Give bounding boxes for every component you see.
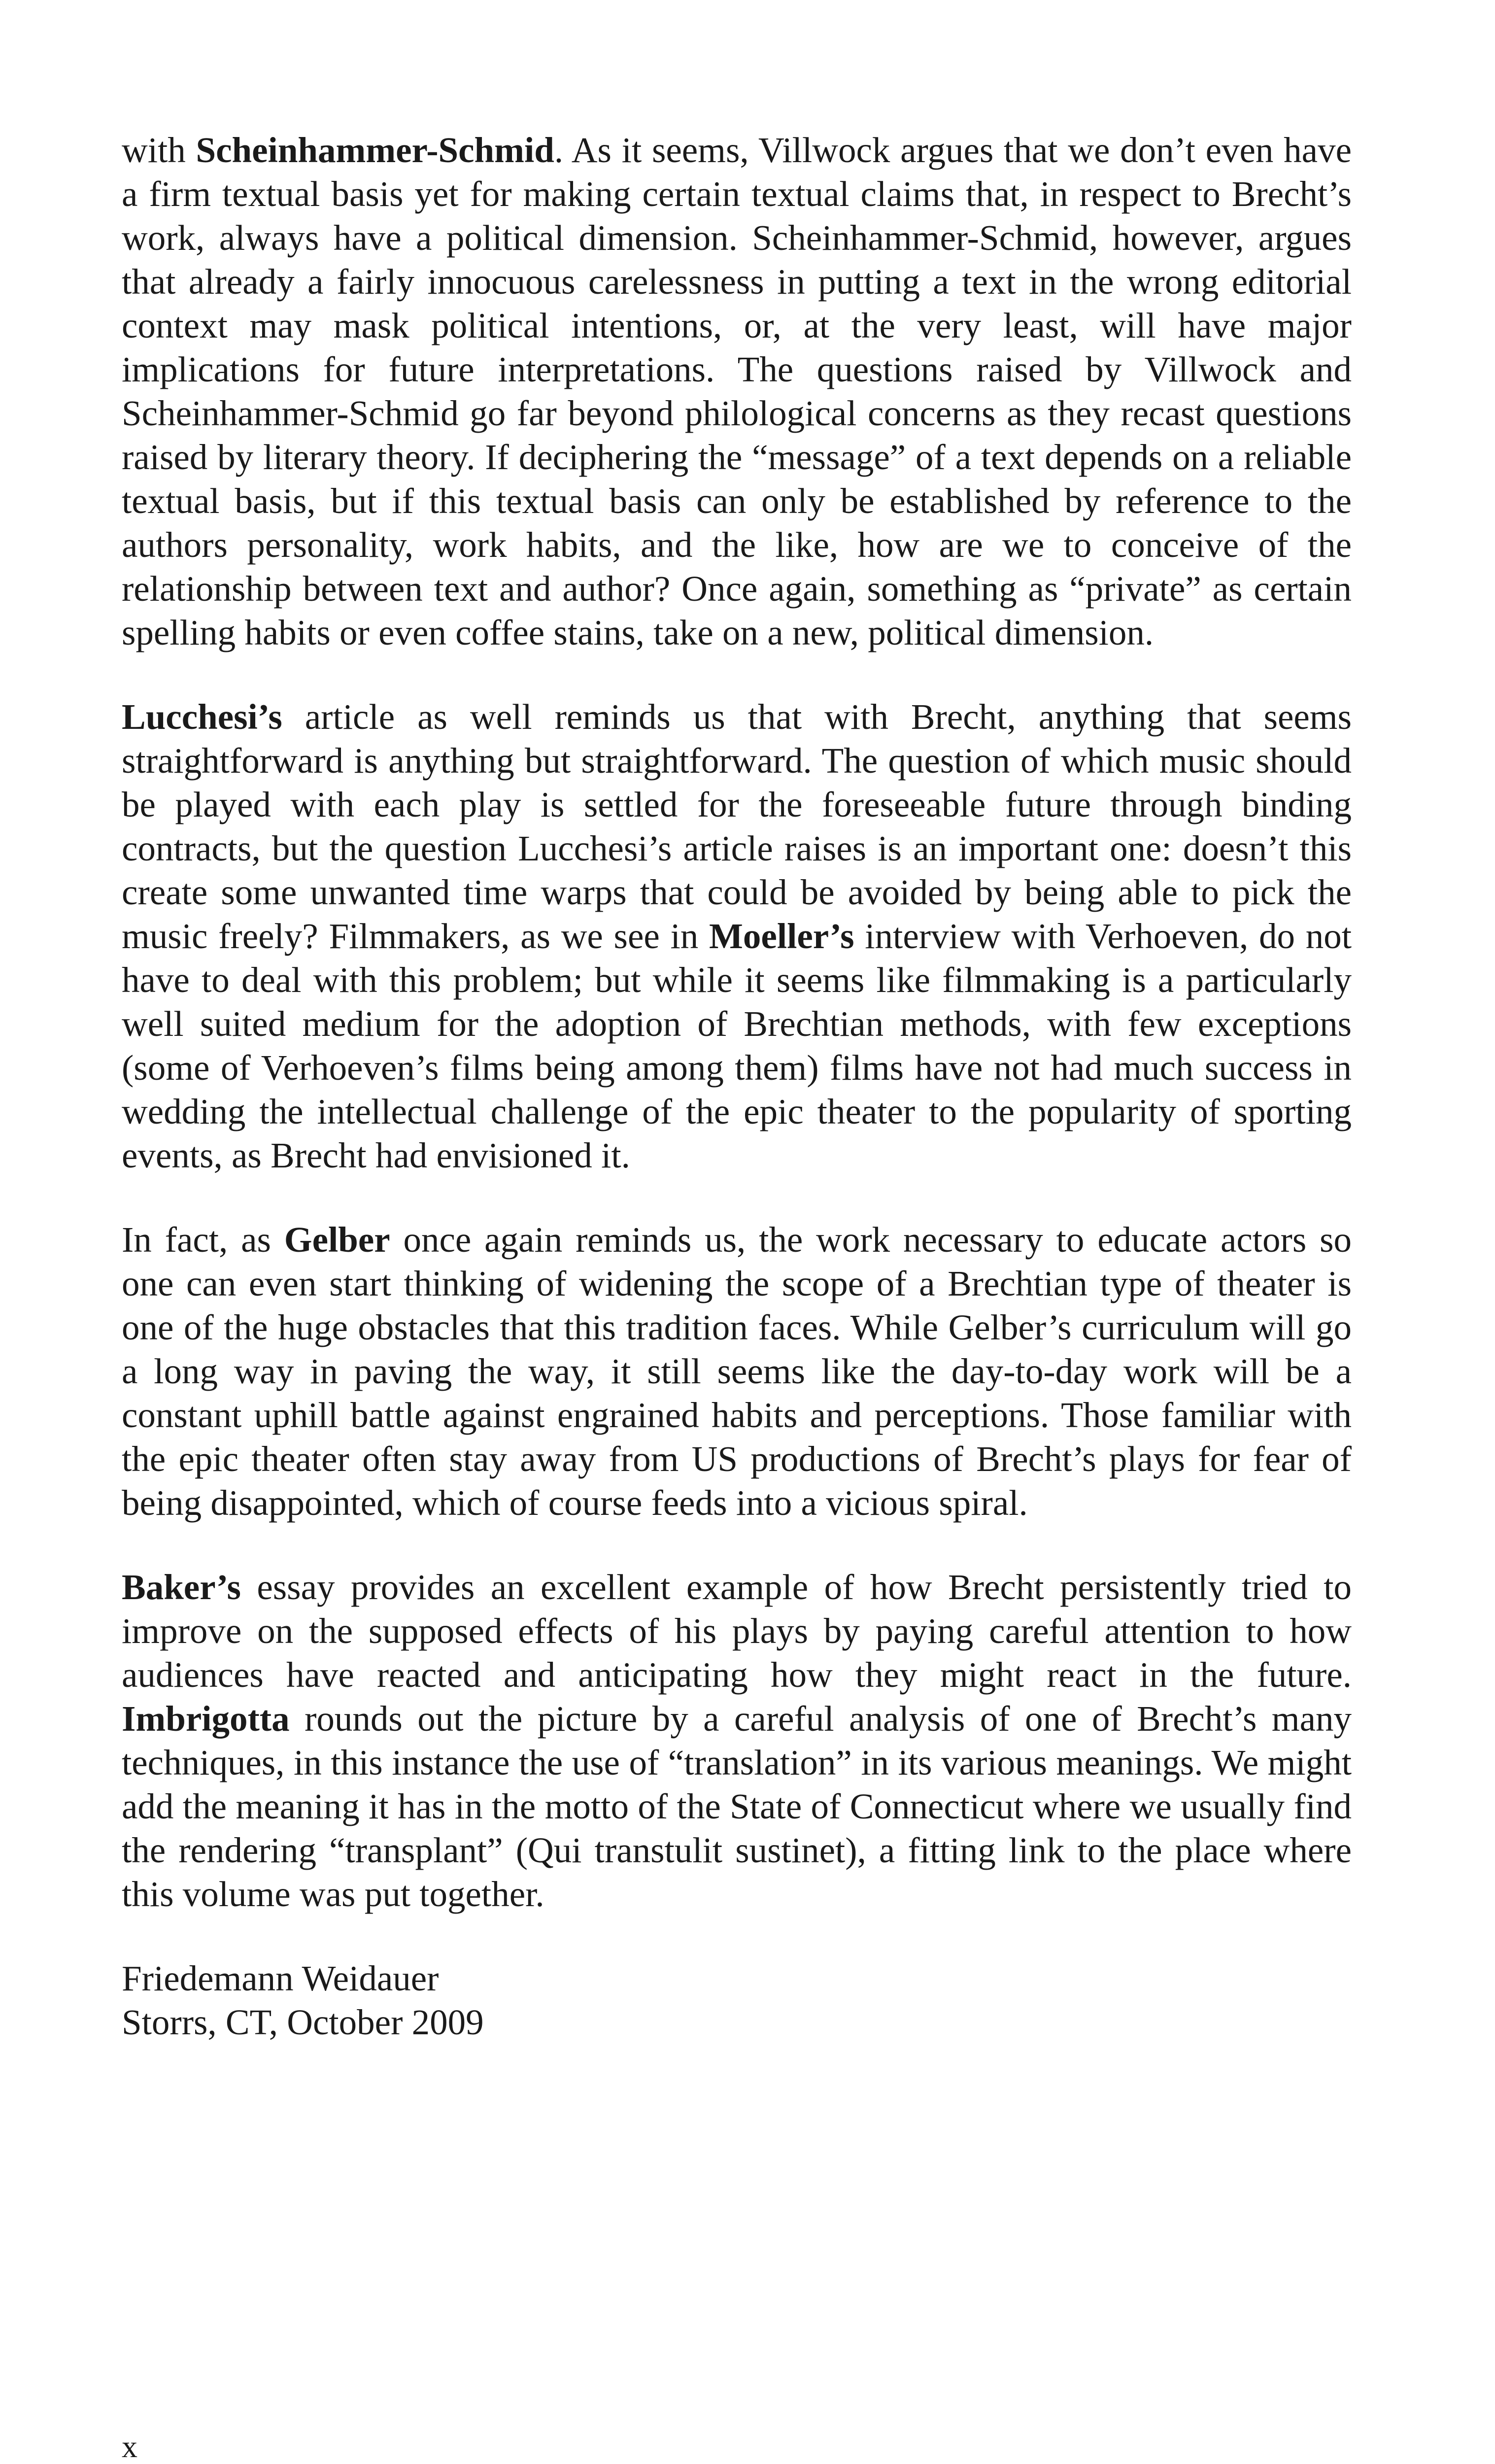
paragraph-text: rounds out the picture by a careful analysis of one of Brecht’s many techniques, in this instance the use of “translation” in its various meanings. We might add the meaning it has in the motto of the State of Connecticut where we usually find the rendering “transplant” (Qui transtulit sustinet), a fitting link to the place where this volume was put together.	[122, 1699, 1352, 1914]
paragraph	[122, 128, 1352, 654]
contributor-name: Lucchesi’s	[122, 697, 282, 737]
paragraph	[122, 1565, 1352, 1916]
contributor-name: Scheinhammer-Schmid	[196, 130, 554, 170]
paragraph	[122, 1218, 1352, 1525]
contributor-name: Gelber	[284, 1220, 390, 1260]
paragraph-text: essay provides an excellent example of how Brecht persistently tried to improve on the supposed effects of his plays by paying careful attention to how audiences have reacted and anticipating how they might react in the future.	[122, 1567, 1352, 1695]
signature-block	[122, 1956, 1352, 2044]
author-name: Friedemann Weidauer	[122, 1958, 439, 1998]
contributor-name: Moeller’s	[709, 916, 854, 956]
paragraph-text: article as well reminds us that with Brecht, anything that seems straightforward is anything but straightforward. The question of which music should be played with each play is settled for the foreseeable future through binding contracts, but the question Lucchesi’s article raises is an important one: doesn’t this create some unwanted time warps that could be avoided by being able to pick the music freely? Filmmakers, as we see in	[122, 697, 1352, 956]
paragraph-text: In fact, as	[122, 1220, 284, 1260]
paragraph-text: with	[122, 130, 196, 170]
contributor-name: Imbrigotta	[122, 1699, 290, 1739]
page-number: x	[122, 2429, 137, 2464]
document-body	[122, 128, 1352, 2044]
contributor-name: Baker’s	[122, 1567, 241, 1607]
paragraph-text: once again reminds us, the work necessary to educate actors so one can even start thinking of widening the scope of a Brechtian type of theater is one of the huge obstacles that this tradition faces. While Gelber’s curriculum will go a long way in paving the way, it still seems like the day-to-day work will be a constant uphill battle against engrained habits and perceptions. Those familiar with the epic theater often stay away from US productions of Brecht’s plays for fear of being disappointed, which of course feeds into a vicious spiral.	[122, 1220, 1352, 1523]
paragraph-text: interview with Verhoeven, do not have to deal with this problem; but while it seems like filmmaking is a particularly well suited medium for the adoption of Brechtian methods, with few exceptions (some of Verhoeven’s films being among them) films have not had much success in wedding the intellectual challenge of the epic theater to the popularity of sporting events, as Brecht had envisioned it.	[122, 916, 1352, 1175]
place-date: Storrs, CT, October 2009	[122, 2002, 484, 2042]
paragraph	[122, 695, 1352, 1177]
paragraph-text: . As it seems, Villwock argues that we don’t even have a firm textual basis yet for making certain textual claims that, in respect to Brecht’s work, always have a political dimension. Scheinhammer-Schmid, however, argues that already a fairly innocuous carelessness in putting a text in the wrong editorial context may mask political intentions, or, at the very least, will have major implications for future interpretations. The questions raised by Villwock and Scheinhammer-Schmid go far beyond philological concerns as they recast questions raised by literary theory. If deciphering the “message” of a text depends on a reliable textual basis, but if this textual basis can only be established by reference to the authors personality, work habits, and the like, how are we to conceive of the relationship between text and author? Once again, something as “private” as certain spelling habits or even coffee stains, take on a new, political dimension.	[122, 130, 1352, 652]
